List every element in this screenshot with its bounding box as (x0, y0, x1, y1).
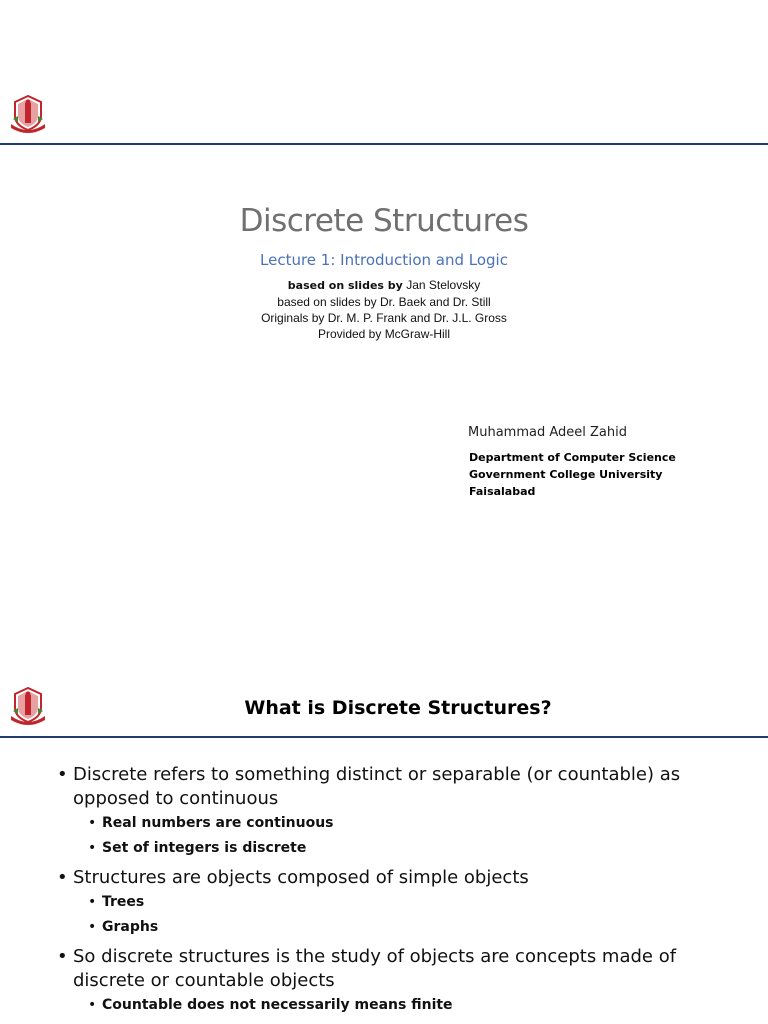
university-crest-icon (9, 94, 47, 134)
credits-line-4: Provided by McGraw-Hill (317, 327, 451, 341)
content-slide (0, 640, 768, 1024)
author-name: Muhammad Adeel Zahid (468, 425, 627, 440)
bullet-item: • Discrete refers to something distinct or separable (or countable) as opposed to continuous (56, 763, 736, 811)
sub-bullet-item: • Real numbers are continuous (86, 811, 736, 836)
sub-bullet-item: • Countable does not necessarily means finite (86, 993, 736, 1018)
header-rule (0, 143, 768, 145)
bullet-list (56, 763, 736, 1018)
credits-line-1: based on slides by Jan Stelovsky (287, 278, 481, 292)
credits-line-3: Originals by Dr. M. P. Frank and Dr. J.L. Gross (261, 311, 507, 325)
bullet-item: • Structures are objects composed of simple objects (56, 866, 736, 890)
department-block (469, 449, 676, 500)
sub-bullet-item: • Graphs (86, 915, 736, 940)
sub-bullet-item: • Trees (86, 890, 736, 915)
university-line: Government College University (469, 468, 663, 481)
city-line: Faisalabad (469, 485, 536, 498)
slide-title: Discrete Structures (239, 203, 529, 239)
bullet-item: • So discrete structures is the study of objects are concepts made of discrete or countable objects (56, 945, 736, 993)
slide-subtitle: Lecture 1: Introduction and Logic (260, 251, 508, 269)
credits-block (0, 277, 768, 342)
department-line: Department of Computer Science (469, 451, 676, 464)
credits-line-2: based on slides by Dr. Baek and Dr. Still (277, 295, 491, 309)
sub-bullet-item: • Set of integers is discrete (86, 836, 736, 861)
slide-title: What is Discrete Structures? (244, 697, 552, 719)
header-rule (0, 736, 768, 738)
